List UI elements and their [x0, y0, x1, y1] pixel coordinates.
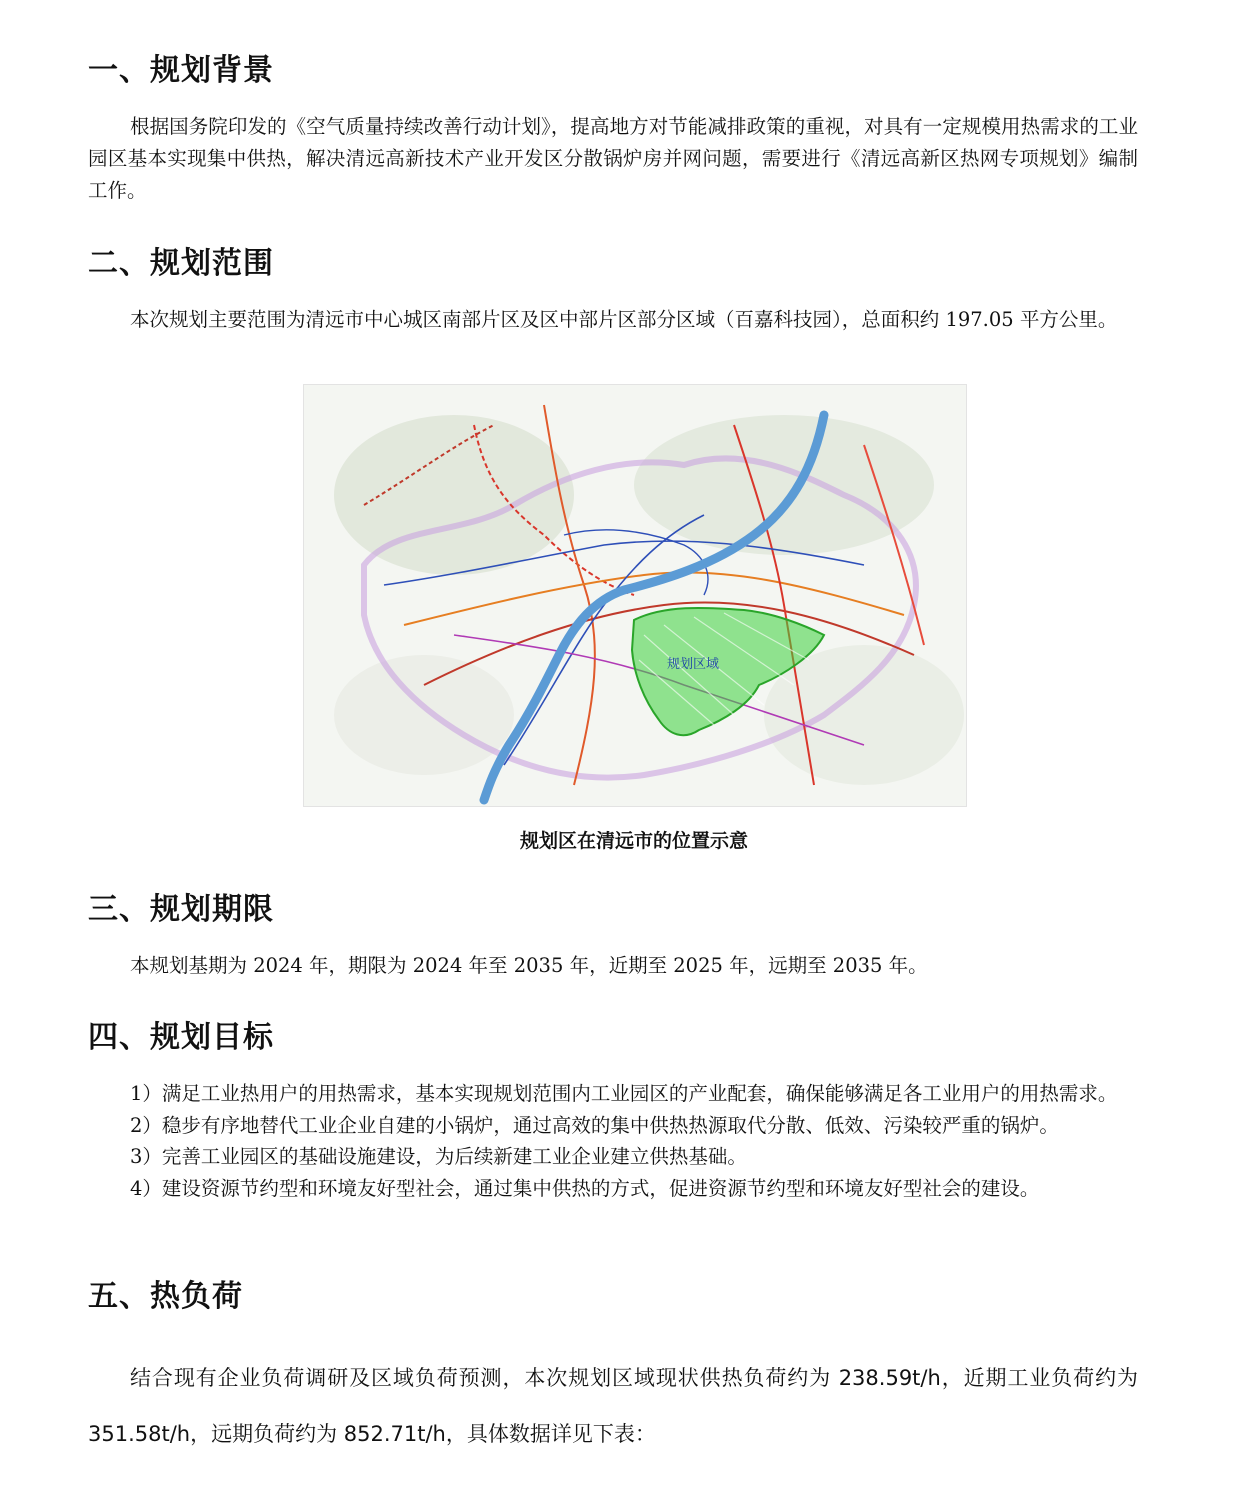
section-heading-heat-load: 五、热负荷	[88, 1279, 243, 1314]
section-heading-period: 三、规划期限	[88, 892, 274, 927]
planning-area-label: 规划区域	[667, 657, 720, 672]
goal-item: 3）完善工业园区的基础设施建设，为后续新建工业企业建立供热基础。	[130, 1145, 747, 1168]
section-heading-background: 一、规划背景	[88, 53, 274, 88]
period-paragraph: 本规划基期为 2024 年，期限为 2024 年至 2035 年，近期至 2025 年，远期至 2035 年。	[130, 954, 928, 977]
background-paragraph: 根据国务院印发的《空气质量持续改善行动计划》，提高地方对节能减排政策的重视，对具有一定规模用热需求的工业园区基本实现集中供热，解决清远高新技术产业开发区分散锅炉房并网问题，需要进行《清远高新区热网专项规划》编制工作。	[88, 115, 1138, 202]
goal-item: 1）满足工业热用户的用热需求，基本实现规划范围内工业园区的产业配套，确保能够满足各工业用户的用热需求。	[130, 1082, 1118, 1105]
section-heading-goals: 四、规划目标	[88, 1020, 274, 1055]
heat-load-paragraph: 结合现有企业负荷调研及区域负荷预测，本次规划区域现状供热负荷约为 238.59t/h，近期工业负荷约为 351.58t/h，远期负荷约为 852.71t/h，具体数据详见下表：	[88, 1366, 1138, 1446]
location-map-figure	[303, 384, 967, 807]
goals-list	[88, 1078, 1140, 1204]
figure-caption: 规划区在清远市的位置示意	[519, 830, 748, 852]
goal-item: 4）建设资源节约型和环境友好型社会，通过集中供热的方式，促进资源节约型和环境友好型社会的建设。	[130, 1176, 1040, 1200]
scope-paragraph: 本次规划主要范围为清远市中心城区南部片区及区中部片区部分区域（百嘉科技园），总面积约 197.05 平方公里。	[130, 308, 1118, 331]
goal-item: 2）稳步有序地替代工业企业自建的小锅炉，通过高效的集中供热热源取代分散、低效、污染较严重的锅炉。	[130, 1113, 1059, 1137]
section-heading-scope: 二、规划范围	[88, 246, 274, 281]
location-map	[304, 385, 966, 806]
